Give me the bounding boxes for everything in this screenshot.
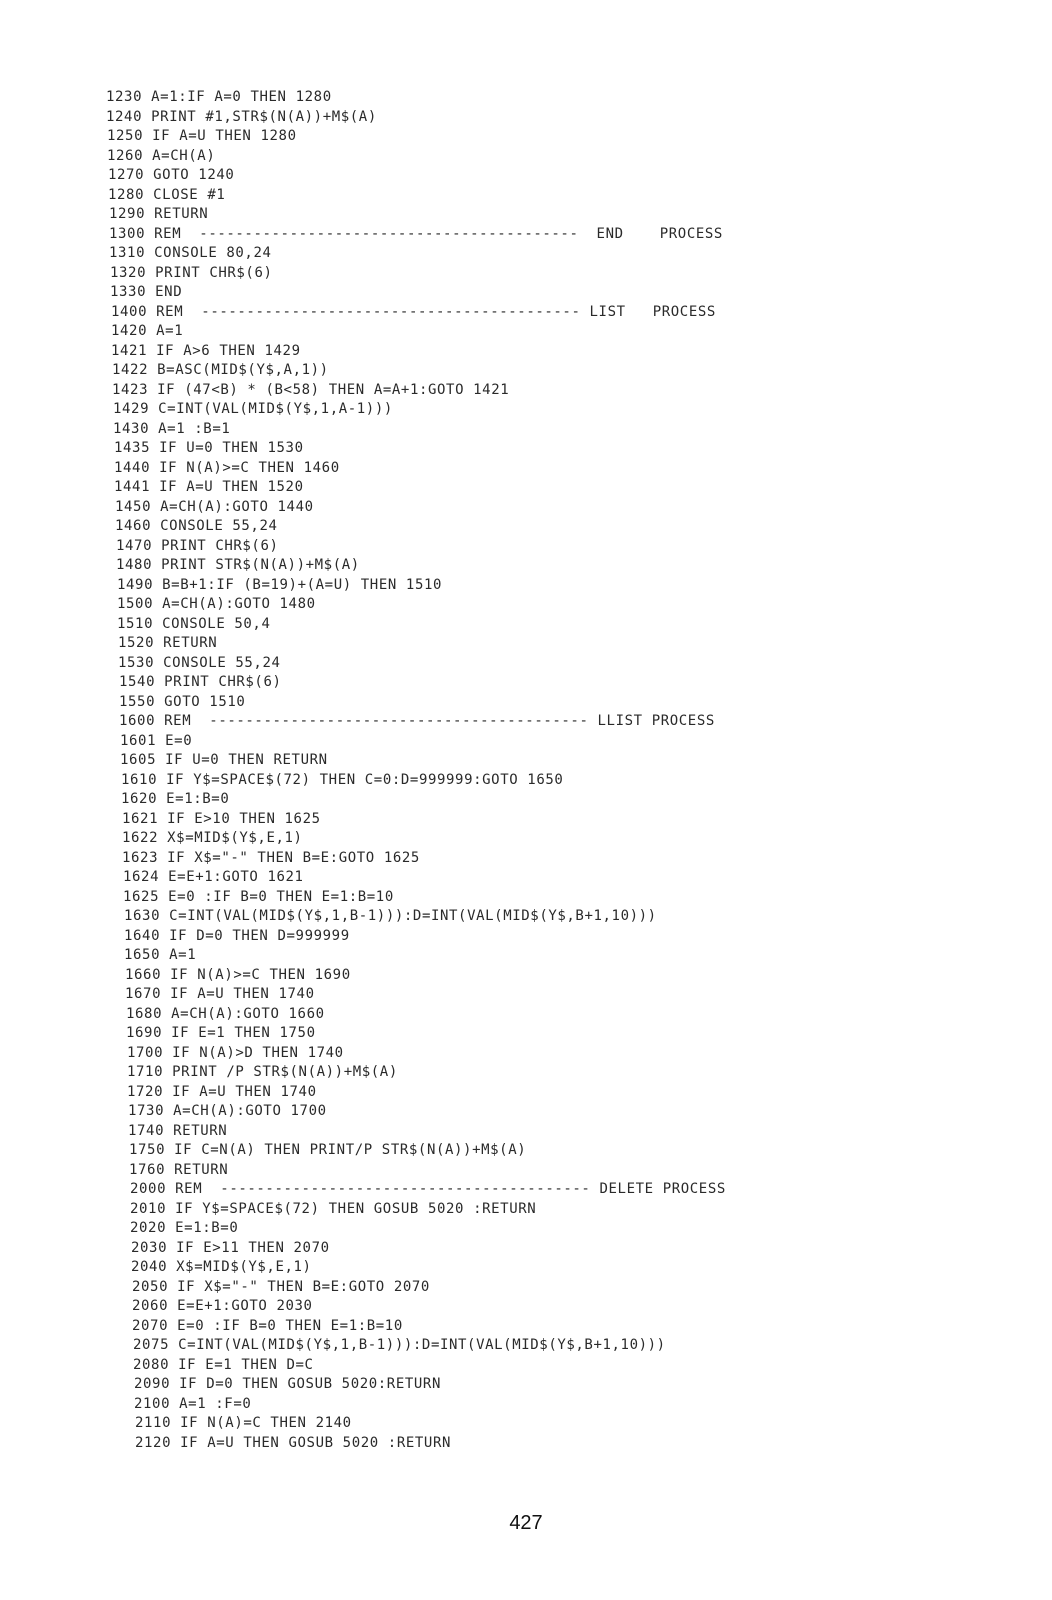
- code-line: 1730 A=CH(A):GOTO 1700: [128, 1103, 327, 1119]
- code-line: 2075 C=INT(VAL(MID$(Y$,1,B-1))):D=INT(VAL(MID$(Y$,B+1,10))): [133, 1337, 666, 1353]
- code-line: 1270 GOTO 1240: [108, 167, 235, 183]
- code-line: 1490 B=B+1:IF (B=19)+(A=U) THEN 1510: [117, 576, 443, 593]
- code-line: 1400 REM ------------------------------------------ LIST PROCESS: [111, 303, 716, 320]
- code-line: 1710 PRINT /P STR$(N(A))+M$(A): [127, 1064, 398, 1080]
- code-line: 1320 PRINT CHR$(6): [110, 264, 273, 281]
- code-line: 1423 IF (47<B) * (B<58) THEN A=A+1:GOTO 1421: [112, 381, 510, 398]
- code-line: 1430 A=1 :B=1: [113, 420, 231, 437]
- code-line: 1250 IF A=U THEN 1280: [107, 128, 297, 144]
- code-line: 1480 PRINT STR$(N(A))+M$(A): [116, 557, 360, 573]
- basic-program-listing: [106, 88, 826, 1453]
- code-line: 1420 A=1: [111, 323, 184, 339]
- code-line: 1621 IF E>10 THEN 1625: [122, 810, 321, 827]
- code-line: 1230 A=1:IF A=0 THEN 1280: [106, 89, 332, 105]
- code-line: 1429 C=INT(VAL(MID$(Y$,1,A-1))): [113, 401, 393, 417]
- code-line: 1601 E=0: [120, 732, 193, 749]
- code-line: 2100 A=1 :F=0: [134, 1395, 252, 1412]
- code-line: 1622 X$=MID$(Y$,E,1): [122, 830, 303, 846]
- code-line: 1624 E=E+1:GOTO 1621: [123, 869, 304, 885]
- code-line: 1750 IF C=N(A) THEN PRINT/P STR$(N(A))+M$(A): [129, 1142, 527, 1158]
- code-line: 2060 E=E+1:GOTO 2030: [132, 1298, 313, 1314]
- code-line: 1510 CONSOLE 50,4: [117, 615, 271, 632]
- code-line: 1435 IF U=0 THEN 1530: [114, 440, 304, 456]
- code-line: 1600 REM ------------------------------------------ LLIST PROCESS: [119, 713, 715, 729]
- code-line: 1550 GOTO 1510: [119, 693, 246, 710]
- page-number: 427: [509, 1512, 543, 1534]
- code-line: 1440 IF N(A)>=C THEN 1460: [114, 459, 340, 476]
- code-line: 2080 IF E=1 THEN D=C: [133, 1356, 314, 1373]
- code-line: 1280 CLOSE #1: [108, 186, 226, 203]
- code-line: 2050 IF X$="-" THEN B=E:GOTO 2070: [132, 1278, 430, 1295]
- code-line: 1690 IF E=1 THEN 1750: [126, 1025, 316, 1041]
- code-line: 1760 RETURN: [129, 1161, 229, 1178]
- code-line: 1300 REM ------------------------------------------ END PROCESS: [109, 225, 723, 242]
- code-line: 1450 A=CH(A):GOTO 1440: [115, 498, 314, 515]
- code-line: 1610 IF Y$=SPACE$(72) THEN C=0:D=999999:GOTO 1650: [121, 771, 564, 788]
- code-line: 1700 IF N(A)>D THEN 1740: [127, 1044, 344, 1061]
- code-line: 1441 IF A=U THEN 1520: [114, 479, 304, 495]
- code-line: 1422 B=ASC(MID$(Y$,A,1)): [112, 362, 329, 378]
- code-line: 1640 IF D=0 THEN D=999999: [124, 927, 350, 944]
- code-line: 2010 IF Y$=SPACE$(72) THEN GOSUB 5020 :RETURN: [130, 1200, 537, 1217]
- code-line: 1520 RETURN: [118, 635, 218, 651]
- code-line: 1620 E=1:B=0: [121, 791, 230, 807]
- code-line: 1460 CONSOLE 55,24: [115, 518, 278, 534]
- code-line: 1260 A=CH(A): [107, 147, 216, 164]
- code-line: 2000 REM ----------------------------------------- DELETE PROCESS: [130, 1181, 726, 1197]
- code-line: 2040 X$=MID$(Y$,E,1): [131, 1259, 312, 1275]
- code-line: 2120 IF A=U THEN GOSUB 5020 :RETURN: [135, 1434, 452, 1451]
- code-line: 1625 E=0 :IF B=0 THEN E=1:B=10: [123, 888, 394, 905]
- code-line: 1650 A=1: [124, 947, 197, 963]
- code-line: 1720 IF A=U THEN 1740: [127, 1083, 317, 1100]
- code-line: 1623 IF X$="-" THEN B=E:GOTO 1625: [122, 849, 420, 866]
- code-line: 1421 IF A>6 THEN 1429: [111, 342, 301, 359]
- code-line: 1670 IF A=U THEN 1740: [125, 986, 315, 1002]
- code-line: 2110 IF N(A)=C THEN 2140: [135, 1415, 352, 1431]
- code-line: 1660 IF N(A)>=C THEN 1690: [125, 966, 351, 983]
- code-line: 1630 C=INT(VAL(MID$(Y$,1,B-1))):D=INT(VAL(MID$(Y$,B+1,10))): [124, 908, 657, 924]
- code-line: 1530 CONSOLE 55,24: [118, 654, 281, 671]
- code-line: 1470 PRINT CHR$(6): [116, 537, 279, 554]
- code-line: 2020 E=1:B=0: [130, 1220, 239, 1236]
- code-line: 2090 IF D=0 THEN GOSUB 5020:RETURN: [134, 1376, 441, 1392]
- code-line: 1540 PRINT CHR$(6): [119, 674, 282, 690]
- code-line: 1605 IF U=0 THEN RETURN: [120, 752, 328, 768]
- code-line: 1680 A=CH(A):GOTO 1660: [126, 1005, 325, 1022]
- code-line: 2030 IF E>11 THEN 2070: [131, 1239, 330, 1256]
- code-line: 1500 A=CH(A):GOTO 1480: [117, 596, 316, 612]
- code-line: 1310 CONSOLE 80,24: [109, 245, 272, 261]
- code-line: 1740 RETURN: [128, 1122, 228, 1139]
- code-line: 1330 END: [110, 284, 183, 300]
- code-line: 2070 E=0 :IF B=0 THEN E=1:B=10: [132, 1317, 403, 1334]
- code-line: 1240 PRINT #1,STR$(N(A))+M$(A): [106, 108, 377, 125]
- code-line: 1290 RETURN: [109, 206, 209, 222]
